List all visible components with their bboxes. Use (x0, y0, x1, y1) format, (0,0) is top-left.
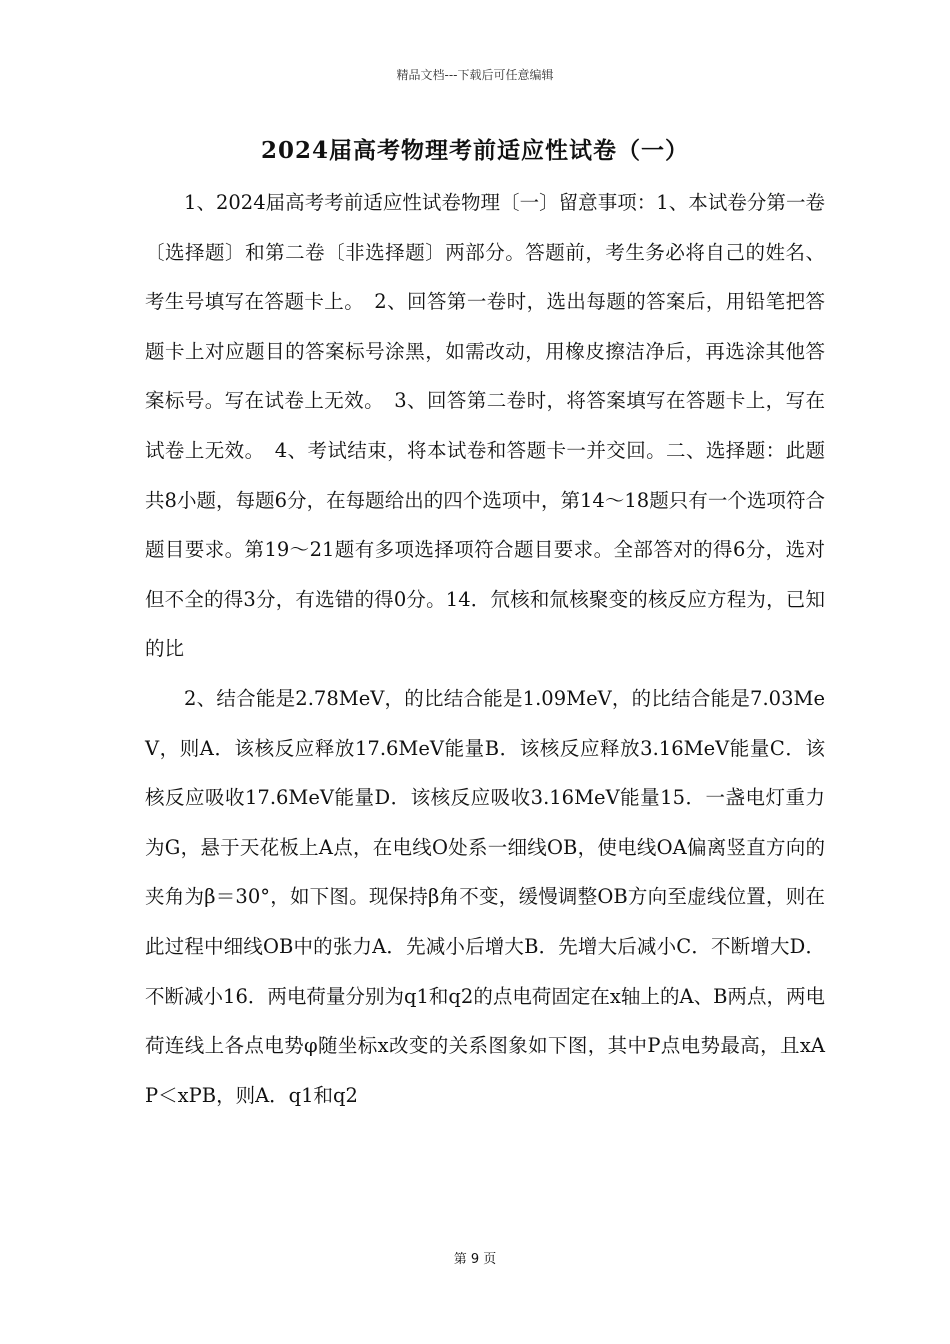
document-body (145, 178, 825, 1120)
paragraph-1: 1、2024届高考考前适应性试卷物理〔一〕留意事项：1、本试卷分第一卷〔选择题〕和第二卷〔非选择题〕两部分。答题前，考生务必将自己的姓名、考生号填写在答题卡上。 2、回答第一卷时，选出每题的答案后，用铅笔把答题卡上对应题目的答案标号涂黑，如需改动，用橡皮擦洁净后，再选涂其他答案标号。写在试卷上无效。 3、回答第二卷时，将答案填写在答题卡上，写在试卷上无效。 4、考试结束，将本试卷和答题卡一并交回。二、选择题：此题共8小题，每题6分，在每题给出的四个选项中，第14～18题只有一个选项符合题目要求。第19～21题有多项选择项符合题目要求。全部答对的得6分，选对但不全的得3分，有选错的得0分。14．氘核和氚核聚变的核反应方程为，已知的比 (145, 191, 825, 661)
paragraph-2: 2、结合能是2.78MeV，的比结合能是1.09MeV，的比结合能是7.03MeV，则A．该核反应释放17.6MeV能量B．该核反应释放3.16MeV能量C．该核反应吸收17.6MeV能量D．该核反应吸收3.16MeV能量15．一盏电灯重力为G，悬于天花板上A点，在电线O处系一细线OB，使电线OA偏离竖直方向的夹角为β＝30°，如下图。现保持β角不变，缓慢调整OB方向至虚线位置，则在此过程中细线OB中的张力A．先减小后增大B．先增大后减小C．不断增大D．不断减小16．两电荷量分别为q1和q2的点电荷固定在x轴上的A、B两点，两电荷连线上各点电势φ随坐标x改变的关系图象如下图，其中P点电势最高，且xAP＜xPB，则A．q1和q2 (145, 686, 825, 1107)
page-title: 2024届高考物理考前适应性试卷（一） (260, 137, 689, 164)
header-note: 精品文档---下载后可任意编辑 (396, 68, 554, 82)
page-number: 第 9 页 (453, 1252, 497, 1267)
